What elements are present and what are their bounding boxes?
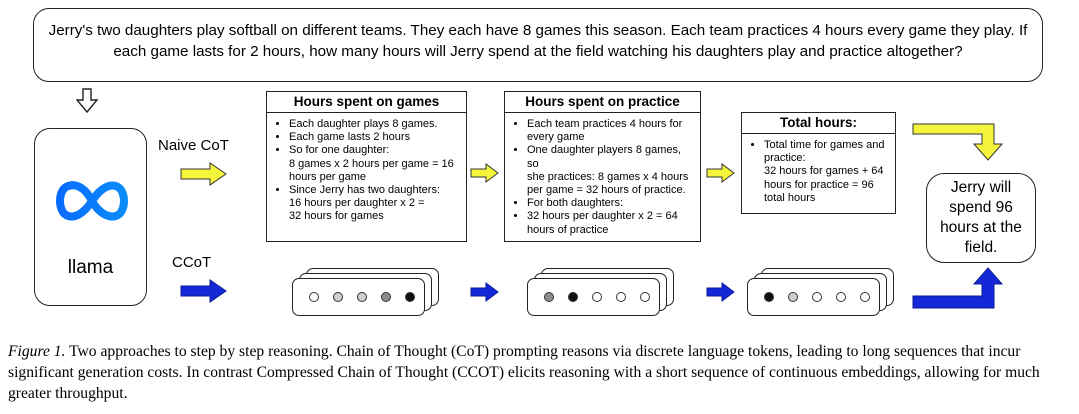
step-panel-total — [741, 112, 896, 214]
embedding-dot — [333, 292, 343, 302]
ccot-arrow-icon — [180, 278, 228, 304]
bullet-line: • Each daughter plays 8 games. — [289, 118, 458, 131]
bullet-line: • Since Jerry has two daughters: — [289, 184, 458, 197]
step-panel-games — [266, 91, 467, 242]
bullet-line: per game = 32 hours of practice. — [527, 184, 686, 197]
step-bullets — [505, 113, 700, 237]
embedding-dot — [788, 292, 798, 302]
down-arrow-icon — [76, 88, 98, 114]
embedding-dot — [764, 292, 774, 302]
panel-title: Total hours: — [742, 113, 895, 134]
bullet-line: 16 hours per daughter x 2 = — [289, 197, 425, 210]
embedding-dot — [592, 292, 602, 302]
embedding-dot — [357, 292, 367, 302]
answer-box — [926, 173, 1036, 263]
naive-bent-arrow-icon — [912, 122, 1004, 162]
bullet-line: • For both daughters: — [527, 197, 692, 210]
ccot-arrow-icon — [706, 282, 736, 302]
bullet-line: every game — [527, 131, 585, 144]
bullet-line: total hours — [764, 191, 816, 204]
step-panel-practice — [504, 91, 701, 242]
figure-label: Figure 1. — [8, 343, 66, 360]
ccot-bent-arrow-icon — [912, 266, 1004, 310]
embedding-stack-2 — [527, 268, 677, 318]
bullet-line: • One daughter players 8 games, so — [527, 144, 692, 170]
bullet-line: 32 hours for games + 64 — [764, 165, 884, 178]
naive-arrow-icon — [180, 161, 228, 187]
embedding-dot — [381, 292, 391, 302]
question-box: Jerry's two daughters play softball on different teams. They each have 8 games this season. Each team practices 4 hours every game they play. If each game lasts for 2 hours, how many hours will Jerry spend at the field watching his daughters play and practice altogether? — [33, 8, 1043, 82]
embedding-dot — [568, 292, 578, 302]
bullet-line: 8 games x 2 hours per game = 16 — [289, 157, 454, 170]
embedding-card — [747, 278, 880, 316]
bullet-line: • 32 hours per daughter x 2 = 64 — [527, 210, 692, 223]
ccot-label: CCoT — [172, 254, 212, 271]
figure-caption — [8, 341, 1072, 404]
bullet-line: she practices: 8 games x 4 hours — [527, 170, 689, 183]
bullet-line: hours for practice = 96 — [764, 178, 874, 191]
bullet-line: hours per game — [289, 170, 367, 183]
embedding-dot — [309, 292, 319, 302]
bullet-line: • So for one daughter: — [289, 144, 458, 157]
embedding-dot — [640, 292, 650, 302]
bullet-line: • Each game lasts 2 hours — [289, 131, 458, 144]
embedding-stack-3 — [747, 268, 897, 318]
embedding-card — [527, 278, 660, 316]
llama-model-box — [34, 128, 147, 306]
embedding-dot — [544, 292, 554, 302]
panel-title: Hours spent on practice — [505, 92, 700, 113]
answer-line: Jerry will — [950, 179, 1012, 196]
panel-title: Hours spent on games — [267, 92, 466, 113]
embedding-dot — [616, 292, 626, 302]
naive-arrow-icon — [470, 163, 500, 183]
answer-line: spend 96 — [949, 199, 1013, 216]
embedding-stack-1 — [292, 268, 442, 318]
bullet-line: • Total time for games and — [764, 139, 887, 152]
bullet-line: 32 hours for games — [289, 210, 384, 223]
meta-logo-icon — [53, 179, 131, 223]
step-bullets — [742, 134, 895, 205]
model-name: llama — [67, 257, 114, 278]
embedding-dot — [405, 292, 415, 302]
bullet-line: hours of practice — [527, 223, 609, 236]
bullet-line: practice: — [764, 152, 806, 165]
embedding-dot — [860, 292, 870, 302]
bullet-line: • Each team practices 4 hours for — [527, 118, 692, 131]
embedding-dot — [812, 292, 822, 302]
answer-line: hours at the — [940, 219, 1022, 236]
naive-arrow-icon — [706, 163, 736, 183]
embedding-card — [292, 278, 425, 316]
ccot-arrow-icon — [470, 282, 500, 302]
step-bullets — [267, 113, 466, 224]
naive-cot-label: Naive CoT — [158, 137, 229, 154]
embedding-dot — [836, 292, 846, 302]
answer-line: field. — [964, 239, 998, 256]
caption-text: Two approaches to step by step reasoning. Chain of Thought (CoT) prompting reasons via discrete language tokens, leading to long sequences that incur significant generation costs. In contrast Compressed Chain of Thought (CCOT) elicits reasoning with a short sequence of continuous embeddings, allowing for much greater throughput. — [8, 343, 1040, 402]
